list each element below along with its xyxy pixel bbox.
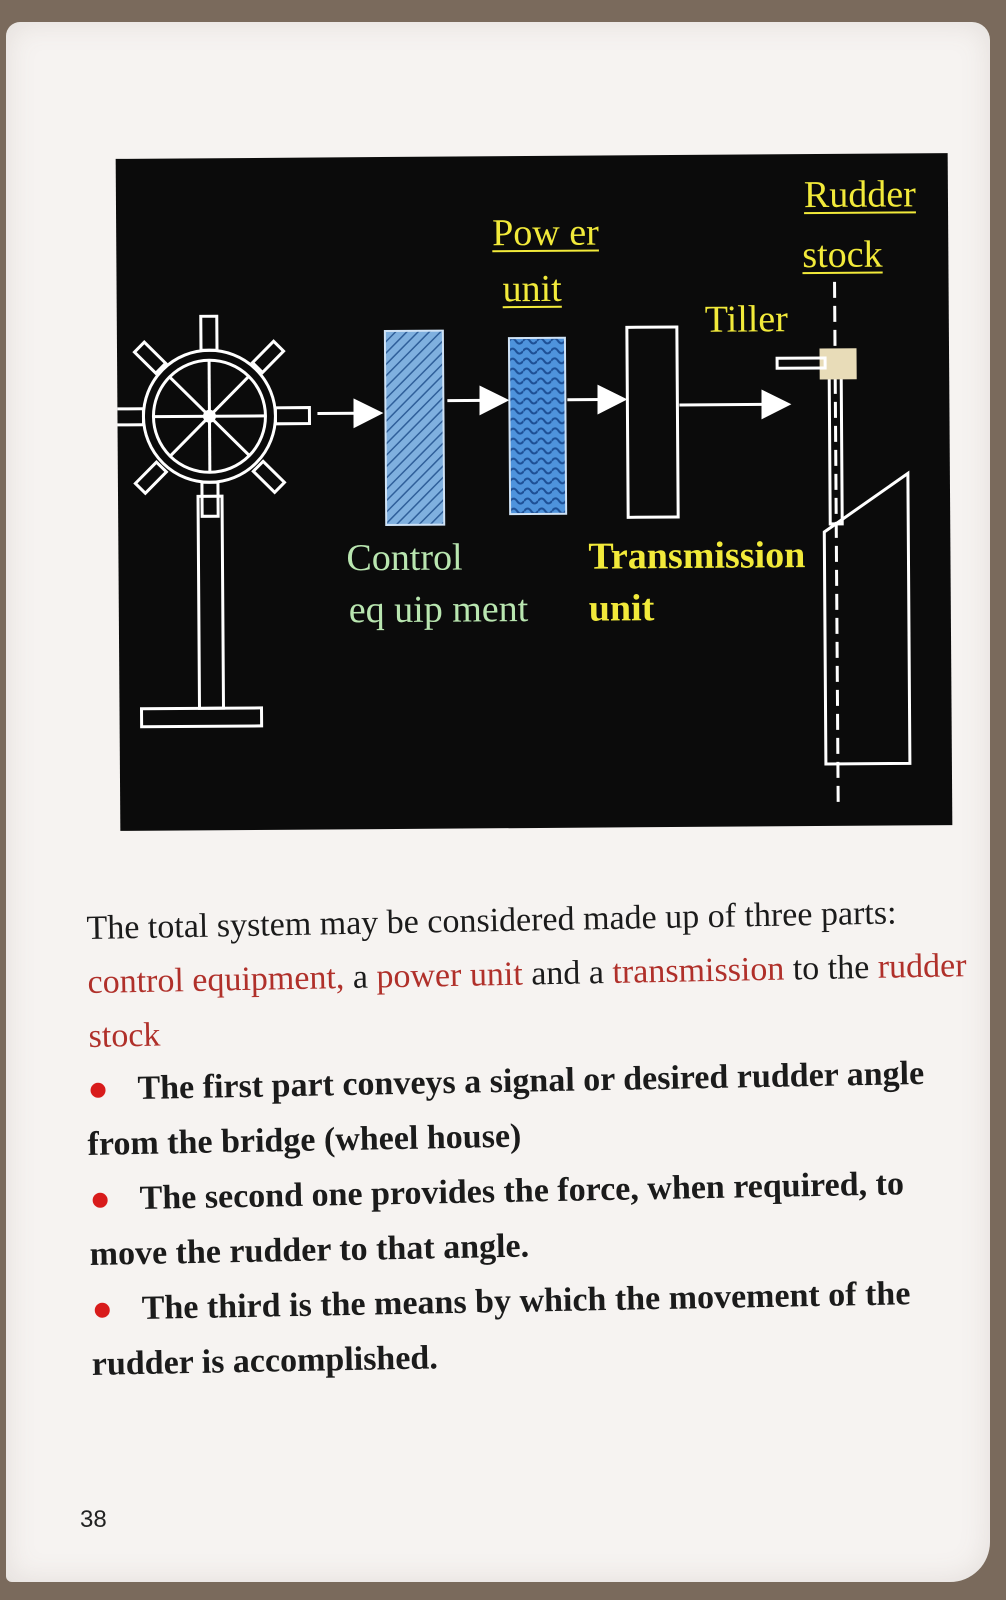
paragraph-text-3: and a <box>522 953 613 993</box>
control-equipment-label-line1: Control <box>346 536 463 580</box>
power-unit-term: power unit <box>376 955 524 996</box>
transmission-unit-label-line2: unit <box>588 587 655 630</box>
transmission-term: transmission <box>612 950 785 991</box>
book-page <box>6 22 990 1582</box>
list-item <box>90 1265 972 1392</box>
bullet-dot-icon <box>93 1192 108 1207</box>
control-equipment-label-line2: eq uip ment <box>348 588 529 632</box>
list-item <box>88 1155 970 1282</box>
rudder-stock-label-line2: stock <box>802 233 883 277</box>
control-equipment-block <box>385 331 444 525</box>
list-item <box>86 1045 968 1172</box>
steering-gear-diagram <box>116 153 953 831</box>
bullet-dot-icon <box>90 1082 105 1097</box>
bullet-list <box>86 1045 972 1392</box>
bullet-text-1: The first part conveys a signal or desired rudder angle from the bridge (wheel house) <box>87 1054 925 1163</box>
intro-paragraph <box>86 885 969 1064</box>
power-unit-block <box>509 338 566 514</box>
bullet-text-3: The third is the means by which the movement of the rudder is accomplished. <box>91 1275 911 1383</box>
tiller-label: Tiller <box>704 298 789 341</box>
power-unit-label-line1: Pow er <box>492 211 599 255</box>
page-number: 38 <box>80 1506 107 1533</box>
rudder-stock-label-line1: Rudder <box>803 173 916 217</box>
paragraph-text-2: a <box>343 958 377 997</box>
power-unit-label-line2: unit <box>502 267 562 311</box>
transmission-unit-label-line1: Transmission <box>588 534 806 578</box>
control-equipment-term: control equipment, <box>87 959 345 1001</box>
transmission-unit-block <box>627 327 678 517</box>
paragraph-text-4: to the <box>783 948 879 988</box>
steering-wheel-icon <box>116 316 312 727</box>
bullet-dot-icon <box>95 1302 110 1317</box>
paragraph-text-1: The total system may be considered made up of three parts: <box>86 894 897 947</box>
bullet-text-2: The second one provides the force, when required, to move the rudder to that angle. <box>89 1165 905 1273</box>
rudder-stock-term: rudder stock <box>88 947 967 1055</box>
